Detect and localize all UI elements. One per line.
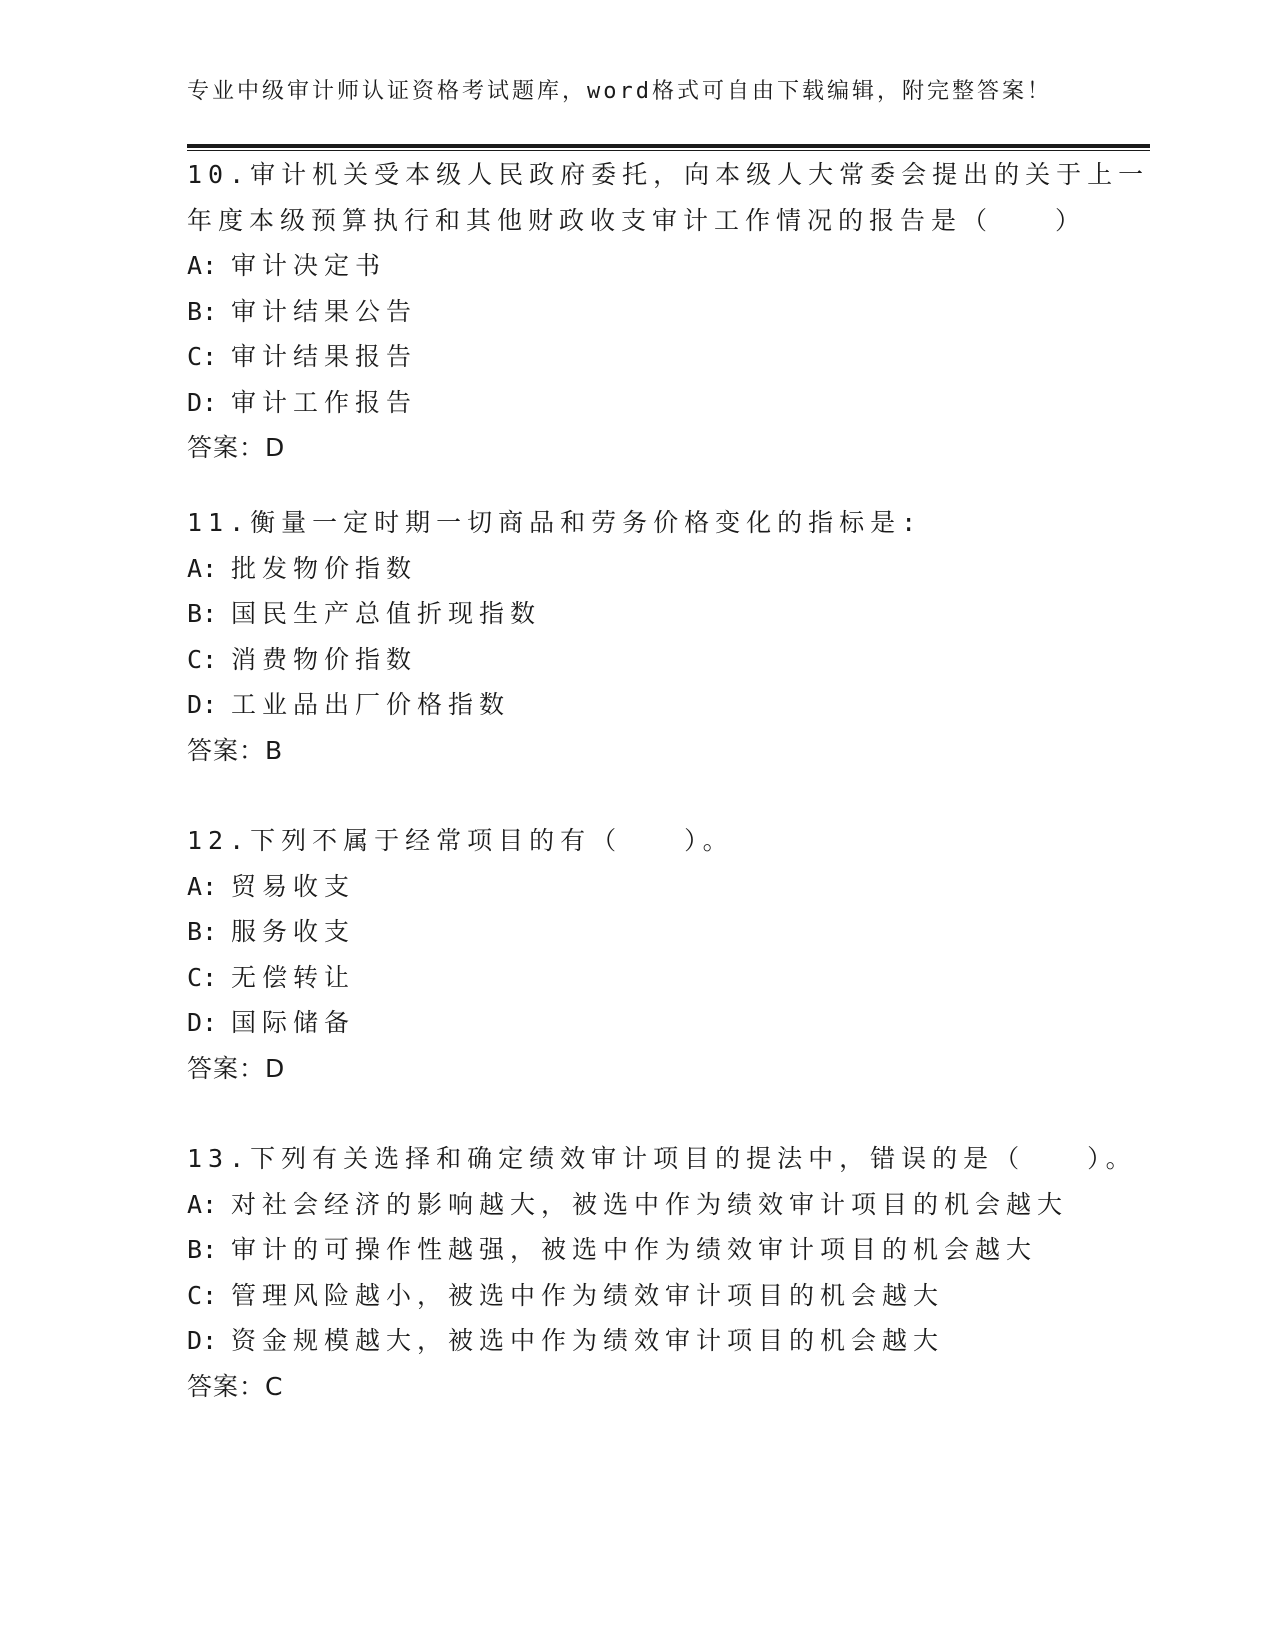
option-text: 消费物价指数 [231, 644, 418, 674]
header-rule [187, 144, 1150, 148]
option-c [187, 1273, 1087, 1319]
page-header: 专业中级审计师认证资格考试题库，word格式可自由下载编辑，附完整答案！ [187, 79, 1052, 104]
option-d [187, 380, 1087, 426]
option-letter: B: [187, 599, 218, 628]
question-stem-line: 13.下列有关选择和确定绩效审计项目的提法中，错误的是（ ）。 [187, 1144, 1137, 1173]
answer: 答案：D [187, 1053, 286, 1083]
option-d [187, 1000, 1087, 1046]
option-text: 工业品出厂价格指数 [231, 690, 511, 719]
option-text: 审计结果报告 [231, 342, 418, 371]
question-stem-line: 年度本级预算执行和其他财政收支审计工作情况的报告是（ ） [187, 205, 1087, 235]
option-d [187, 1318, 1087, 1364]
option-c [187, 334, 1087, 380]
option-text: 审计结果公告 [231, 296, 418, 326]
answer: 答案：D [187, 433, 286, 462]
answer: 答案：B [187, 735, 284, 765]
header-rule-thin [187, 150, 1150, 151]
option-letter: D: [187, 690, 218, 719]
option-text: 国际储备 [231, 1008, 356, 1037]
option-b [187, 909, 1087, 955]
option-letter: B: [187, 296, 218, 326]
option-text: 批发物价指数 [231, 553, 418, 583]
option-letter: A: [187, 553, 218, 583]
question-13 [187, 1136, 1137, 1409]
question-stem-line: 11.衡量一定时期一切商品和劳务价格变化的指标是: [187, 508, 923, 537]
option-letter: D: [187, 1326, 218, 1355]
option-a [187, 1182, 1087, 1228]
option-text: 贸易收支 [231, 871, 356, 901]
option-letter: C: [187, 1280, 218, 1310]
question-12 [187, 818, 1087, 1091]
option-text: 审计的可操作性越强，被选中作为绩效审计项目的机会越大 [231, 1235, 1038, 1264]
option-text: 对社会经济的影响越大，被选中作为绩效审计项目的机会越大 [231, 1189, 1069, 1219]
option-letter: D: [187, 387, 218, 417]
option-a [187, 864, 1087, 910]
option-d [187, 682, 1087, 728]
option-text: 审计工作报告 [231, 387, 418, 417]
option-a [187, 243, 1087, 289]
option-letter: B: [187, 1235, 218, 1264]
option-b [187, 289, 1087, 335]
option-text: 审计决定书 [231, 251, 387, 280]
option-letter: C: [187, 342, 218, 371]
option-text: 国民生产总值折现指数 [231, 599, 542, 628]
option-text: 资金规模越大，被选中作为绩效审计项目的机会越大 [231, 1326, 945, 1355]
option-a [187, 546, 1087, 592]
option-text: 管理风险越小，被选中作为绩效审计项目的机会越大 [231, 1280, 945, 1310]
answer: 答案：C [187, 1371, 284, 1401]
option-b [187, 1227, 1087, 1273]
question-stem-line: 12.下列不属于经常项目的有（ ）。 [187, 826, 734, 855]
option-c [187, 955, 1087, 1001]
option-b [187, 591, 1087, 637]
option-letter: A: [187, 251, 218, 280]
option-c [187, 637, 1087, 683]
option-letter: D: [187, 1008, 218, 1037]
option-text: 无偿转让 [231, 962, 356, 992]
question-stem-line: 10.审计机关受本级人民政府委托，向本级人大常委会提出的关于上一 [187, 160, 1150, 189]
question-11 [187, 500, 1087, 773]
option-letter: C: [187, 644, 218, 674]
option-letter: A: [187, 871, 218, 901]
option-letter: C: [187, 962, 218, 992]
option-letter: B: [187, 917, 218, 946]
question-10 [187, 152, 1150, 471]
option-text: 服务收支 [231, 917, 356, 946]
option-letter: A: [187, 1189, 218, 1219]
